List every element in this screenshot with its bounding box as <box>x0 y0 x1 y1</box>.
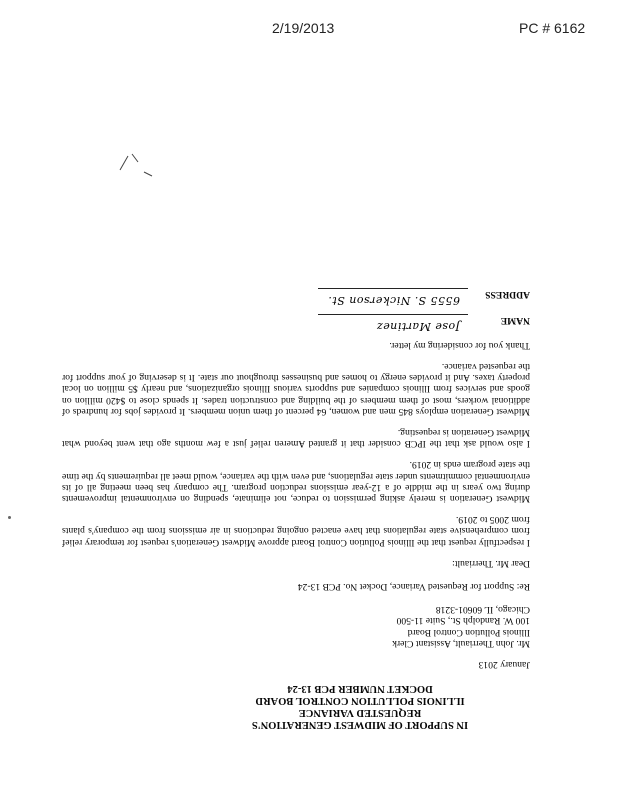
address-line: Chicago, IL 60601-3218 <box>435 604 530 616</box>
name-underline <box>318 314 468 315</box>
body-paragraph: I respectfully request that the Illinois Pollution Control Board approve Midwest Generation's request for temporary relief from comprehensive state regulations that have enacted ongoing reductions in air emissions from the company's plants from 2005 to 2019. <box>62 514 530 548</box>
letter-heading <box>200 682 520 730</box>
address-line: 100 W. Randolph St., Suite 11-500 <box>396 615 530 627</box>
address-row <box>40 280 530 306</box>
salutation: Dear Mr. Therriault: <box>452 557 530 569</box>
address-label: ADDRESS <box>485 288 530 300</box>
address-underline <box>318 288 468 289</box>
name-label: NAME <box>500 314 530 326</box>
rotated-letter-page <box>40 120 580 730</box>
body-paragraph: I also would ask that the IPCB consider that it granted Ameren relief just a few months ago that went beyond what Midwest Generation is requesting. <box>62 426 530 450</box>
name-row <box>40 306 530 332</box>
heading-line: IN SUPPORT OF MIDWEST GENERATION'S <box>251 719 469 730</box>
handwritten-name: Jose Martinez <box>376 319 460 333</box>
handwritten-address: 6555 S. Nickerson St. <box>327 293 460 307</box>
pc-number-stamp: PC # 6162 <box>519 20 586 36</box>
signature-block <box>40 272 530 332</box>
scan-speck <box>8 516 11 519</box>
closing-line: Thank you for considering my letter. <box>389 339 530 351</box>
address-line: Illinois Pollution Control Board <box>407 626 530 638</box>
recipient-address <box>40 604 530 649</box>
re-line: Re: Support for Requested Variance, Docket No. PCB 13-24 <box>297 580 530 592</box>
body-paragraph: Midwest Generation employs 845 men and women, 64 percent of them union members. It provides jobs for hundreds of additional workers, most of them members of the building and construction trades. It spends close to $420 million on goods and services from Illinois companies and supports various Illinois organizations, and nearly $5 million on local property taxes. And it provides energy to homes and businesses throughout our state. It is deserving of your support for the requested variance. <box>62 360 530 417</box>
heading-line: ILLINOIS POLLUTION CONTROL BOARD <box>255 695 465 706</box>
address-line: Mr. John Therriault, Assistant Clerk <box>392 637 530 649</box>
letter-date: January 2013 <box>478 659 530 670</box>
heading-line: REQUESTED VARIANCE <box>298 707 422 718</box>
pen-mark <box>118 150 158 180</box>
body-paragraph: Midwest Generation is merely asking permission to reduce, not eliminate, spending on environmental improvements during two years in the middle of a 12-year emissions reduction program. The company has been meeting all of its environmental commitments under state regulations, and even with the variance, would meet all requirements by the time the state program ends in 2019. <box>62 459 530 504</box>
heading-line: DOCKET NUMBER PCB 13-24 <box>287 683 433 694</box>
date-stamp: 2/19/2013 <box>272 20 335 36</box>
